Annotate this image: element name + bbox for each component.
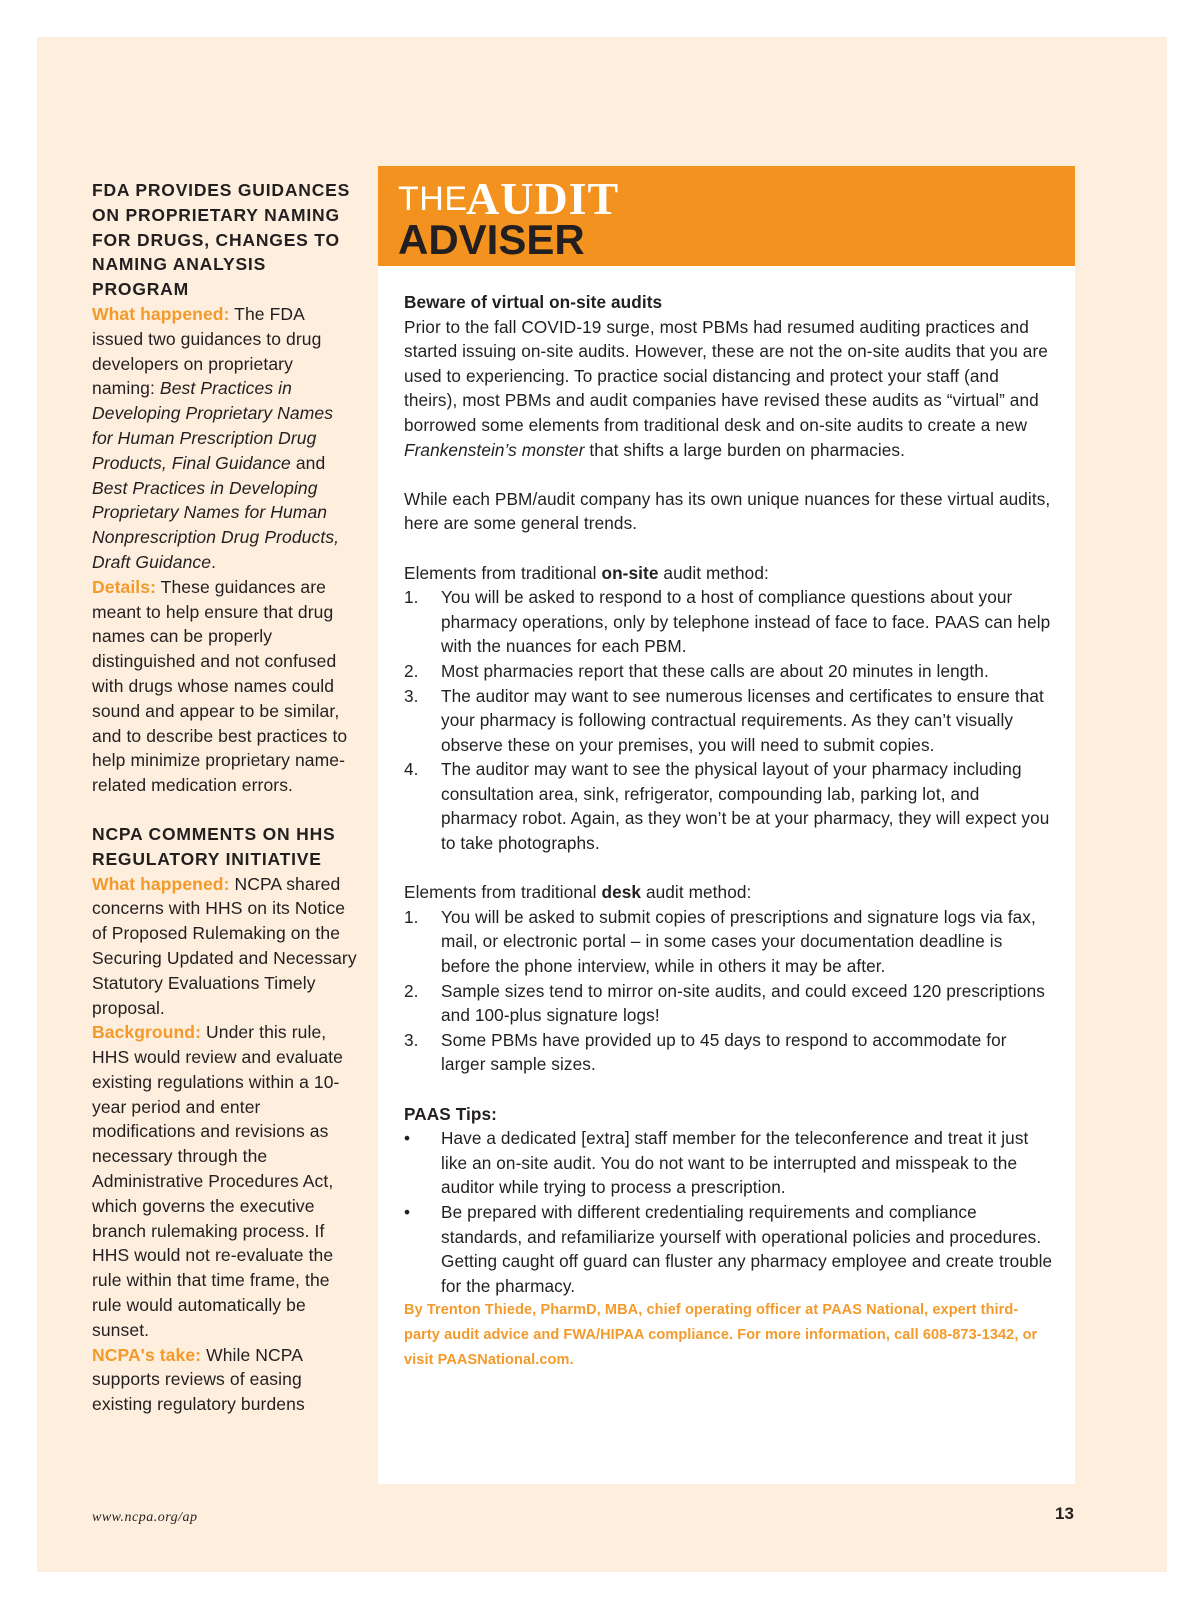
footer-url: www.ncpa.org/ap	[92, 1510, 198, 1525]
what-happened-label: What happened:	[92, 303, 230, 324]
onsite-heading: Elements from traditional on-site audit method:	[404, 562, 769, 583]
list-item: 1. You will be asked to respond to a host of compliance questions about your pharmacy operations, only by telephone instead of face to face. PAAS can help with the nuances for each PBM.	[404, 587, 1051, 657]
sidebar-column	[92, 178, 357, 1417]
list-item: 3. The auditor may want to see numerous licenses and certificates to ensure that your pharmacy is following contractual requirements. As they can’t visually observe these on your premises, you will need to submit copies.	[404, 685, 1044, 755]
article-paragraph: Details: These guidances are meant to help ensure that drug names can be properly distinguished and not confused with drugs whose names could sound and appear to be similar, and to describe best practices to help minimize proprietary name-related medication errors.	[92, 576, 348, 796]
list-item: 3. Some PBMs have provided up to 45 days to respond to accommodate for larger sample sizes.	[404, 1029, 1007, 1075]
author-credit: By Trenton Thiede, PharmD, MBA, chief operating officer at PAAS National, expert third-party audit advice and FWA/HIPAA compliance. For more information, call 608-873-1342, or visit PAASNational.com.	[404, 1302, 1038, 1368]
list-item: 1. You will be asked to submit copies of prescriptions and signature logs via fax, mail, or electronic portal – in some cases your documentation deadline is before the phone interview, while in others it may be after.	[404, 906, 1036, 977]
intro-paragraph: Prior to the fall COVID-19 surge, most PBMs had resumed auditing practices and started issuing on-site audits. However, these are not the on-site audits that you are used to experiencing. To practice social distancing and protect your staff (and theirs), most PBMs and audit companies have revised these audits as “virtual” and borrowed some elements from traditional desk and on-site audits to create a new Frankenstein’s monster that shifts a large burden on pharmacies.	[404, 316, 1048, 460]
article-paragraph: Background: Under this rule, HHS would review and evaluate existing regulations within a 10-year period and enter modifications and revisions as necessary through the Administrative Procedures Act, which governs the executive branch rulemaking process. If HHS would not re-evaluate the rule within that time frame, the rule would automatically be sunset.	[92, 1022, 343, 1340]
title-adviser: ADVISER	[398, 216, 585, 263]
desk-heading: Elements from traditional desk audit method:	[404, 882, 752, 903]
article-paragraph: What happened: NCPA shared concerns with HHS on its Notice of Proposed Rulemaking on the Securing Updated and Necessary Statutory Evaluations Timely proposal.	[92, 873, 357, 1018]
tips-heading: PAAS Tips:	[404, 1103, 497, 1124]
list-item: • Have a dedicated [extra] staff member for the teleconference and treat it just like an on-site audit. You do not want to be interrupted and misspeak to the auditor while trying to process a prescription.	[404, 1128, 1029, 1198]
article-paragraph: NCPA's take: While NCPA supports reviews of easing existing regulatory burdens	[92, 1344, 305, 1415]
article-heading: FDA PROVIDES GUIDANCES ON PROPRIETARY NAMING FOR DRUGS, CHANGES TO NAMING ANALYSIS PROGRAM	[92, 180, 351, 300]
article-ncpa	[92, 822, 357, 1417]
tips-list	[404, 1126, 1054, 1298]
background-label: Background:	[92, 1022, 202, 1043]
title-the: THE	[398, 180, 468, 218]
article-paragraph: What happened: The FDA issued two guidances to drug developers on proprietary naming: Best Practices in Developing Proprietary Names for Human Prescription Drug Products, Final Guidance and Best Practices in Developing Proprietary Names for Human Nonprescription Drug Products, Draft Guidance.	[92, 303, 340, 572]
trends-paragraph: While each PBM/audit company has its own unique nuances for these virtual audits, here are some general trends.	[404, 488, 1051, 534]
desk-list	[404, 905, 1054, 1077]
section-heading: Beware of virtual on-site audits	[404, 292, 663, 312]
list-item: • Be prepared with different credentialing requirements and compliance standards, and refamiliarize yourself with operational policies and procedures. Getting caught off guard can fluster any pharmacy employee and create trouble for the pharmacy.	[404, 1201, 1053, 1296]
page-number: 13	[1055, 1504, 1074, 1523]
what-happened-label: What happened:	[92, 873, 230, 894]
list-item: 2. Most pharmacies report that these calls are about 20 minutes in length.	[404, 660, 989, 681]
ncpa-take-label: NCPA's take:	[92, 1344, 202, 1365]
audit-adviser-panel	[378, 166, 1075, 1484]
details-label: Details:	[92, 576, 157, 597]
article-heading: NCPA COMMENTS ON HHS REGULATORY INITIATIVE	[92, 823, 336, 869]
title-audit: AUDIT	[466, 173, 620, 224]
article-fda	[92, 178, 357, 798]
onsite-list	[404, 585, 1054, 856]
list-item: 4. The auditor may want to see the physical layout of your pharmacy including consultation area, sink, refrigerator, compounding lab, parking lot, and pharmacy robot. Again, as they won’t be at your pharmacy, they will expect you to take photographs.	[404, 759, 1050, 854]
panel-body	[404, 290, 1054, 1372]
title-banner	[378, 166, 1075, 266]
list-item: 2. Sample sizes tend to mirror on-site audits, and could exceed 120 prescriptions and 100-plus signature logs!	[404, 980, 1045, 1026]
